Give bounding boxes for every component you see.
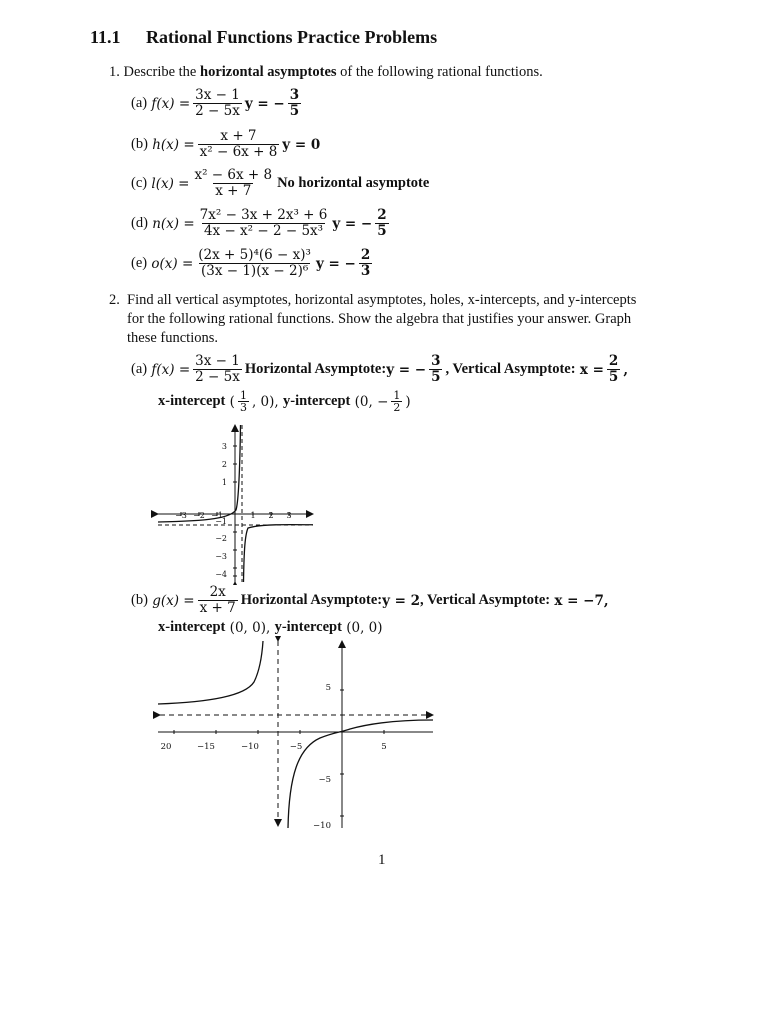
numerator: (2x + 5)⁴(6 − x)³	[198, 247, 311, 263]
q1-item-e	[131, 248, 375, 279]
q1-prompt-post: of the following rational functions.	[340, 64, 543, 80]
y-tick-label: 2	[221, 460, 227, 469]
numerator: 2x	[209, 584, 226, 600]
item-label: (e)	[131, 255, 148, 271]
graph-b	[150, 636, 440, 832]
ha-label: Horizontal Asymptote:	[244, 361, 387, 377]
denominator: 2 − 5x	[195, 369, 240, 385]
y-tick-label: 3	[221, 442, 227, 451]
xint-close: , 0),	[251, 393, 279, 410]
function-lhs: f(x) =	[151, 95, 191, 112]
curve-right-branch	[244, 525, 314, 582]
item-label: (a)	[131, 361, 148, 377]
numerator: x² − 6x + 8	[194, 167, 273, 183]
x-tick-label: −15	[197, 742, 215, 752]
function-fraction	[193, 88, 242, 119]
answer-denominator: 5	[289, 103, 300, 119]
x-tick-label: −10	[241, 742, 259, 752]
answer-fraction	[359, 248, 372, 279]
item-label: (d)	[131, 215, 148, 231]
yint-open: (0, −	[354, 393, 389, 410]
answer-numerator: 2	[377, 207, 387, 223]
ha-value: y = −	[386, 361, 427, 378]
function-fraction	[198, 129, 280, 160]
yint-label: y-intercept	[274, 619, 342, 635]
answer-denominator: 3	[360, 263, 371, 279]
curve-right-branch	[288, 720, 433, 828]
numerator: x + 7	[220, 128, 257, 144]
q1-item-a	[131, 88, 304, 119]
ha-denominator: 5	[431, 369, 441, 385]
xint-fraction	[238, 390, 249, 413]
function-fraction	[198, 208, 330, 239]
denominator: (3x − 1)(x − 2)⁶	[200, 263, 309, 279]
va-denominator: 5	[608, 369, 619, 385]
function-fraction	[192, 168, 274, 199]
page-number: 1	[378, 852, 386, 868]
ha-fraction	[429, 354, 442, 385]
yint-close: )	[405, 393, 411, 410]
denominator: x + 7	[215, 183, 252, 199]
va-fraction	[607, 354, 620, 385]
xint-label: x-intercept	[158, 393, 226, 409]
y-tick-label: −3	[215, 552, 227, 561]
yint-denominator: 2	[393, 401, 401, 414]
function-lhs: l(x) =	[151, 175, 190, 192]
xint-numerator: 1	[239, 389, 247, 402]
q2-line-3: these functions.	[127, 330, 219, 346]
q1-item-c	[131, 168, 429, 199]
curve-left-branch	[158, 425, 241, 522]
section-title: Rational Functions Practice Problems	[146, 27, 438, 47]
q2-line-1: Find all vertical asymptotes, horizontal asymptotes, holes, x-intercepts, and y-intercepts	[127, 292, 637, 308]
q1-item-d	[131, 208, 392, 239]
curve-left-branch	[158, 641, 263, 704]
ha-numerator: 3	[431, 353, 441, 369]
q2a-line-1	[131, 354, 628, 385]
function-lhs: n(x) =	[152, 215, 195, 232]
y-tick-label: −5	[318, 775, 331, 785]
x-tick-label: 1	[250, 511, 256, 520]
q1-number: 1.	[109, 64, 120, 80]
ha-value: y = 2	[382, 592, 421, 609]
va-comma: ,	[623, 361, 629, 378]
q1-prompt	[109, 64, 543, 81]
page-title	[90, 27, 437, 48]
item-label: (b)	[131, 136, 148, 152]
va-value: x = −7,	[554, 592, 609, 609]
numerator: 7x² − 3x + 2x³ + 6	[199, 207, 328, 223]
xint-denominator: 3	[239, 401, 247, 414]
function-fraction	[193, 354, 242, 385]
q2b-line-1	[131, 585, 609, 616]
item-label: (c)	[131, 175, 148, 191]
graph-a	[150, 420, 325, 585]
answer: y = −	[244, 95, 285, 112]
x-tick-label: 5	[381, 742, 387, 752]
y-tick-label: −4	[215, 570, 227, 579]
function-lhs: o(x) =	[151, 255, 194, 272]
x-tick-label: −5	[289, 742, 303, 752]
answer-numerator: 2	[360, 247, 371, 263]
function-lhs: f(x) =	[151, 361, 191, 378]
function-fraction	[198, 585, 238, 616]
va-numerator: 2	[608, 353, 619, 369]
numerator: 3x − 1	[195, 87, 240, 103]
va-value: x =	[579, 361, 604, 378]
xint-open: (	[229, 393, 235, 410]
yint-label: y-intercept	[282, 393, 351, 409]
y-tick-label: 1	[221, 478, 227, 487]
x-tick-label: −2	[193, 511, 205, 520]
denominator: 2 − 5x	[195, 103, 240, 119]
answer: No horizontal asymptote	[277, 175, 430, 191]
x-tick-label: −1	[211, 511, 223, 520]
answer: y = −	[315, 255, 356, 272]
yint-numerator: 1	[393, 389, 401, 402]
q2b-line-2	[158, 619, 383, 636]
function-fraction	[196, 248, 313, 279]
q1-prompt-pre: Describe the	[123, 64, 197, 80]
function-lhs: h(x) =	[152, 136, 195, 153]
q2-number: 2.	[109, 292, 120, 308]
answer-fraction	[288, 88, 301, 119]
y-tick-label: 5	[325, 683, 331, 693]
y-tick-label: −1	[215, 517, 227, 526]
denominator: x² − 6x + 8	[199, 144, 278, 160]
section-number: 11.1	[90, 27, 121, 47]
answer-denominator: 5	[377, 223, 387, 239]
function-lhs: g(x) =	[152, 592, 195, 609]
x-tick-label: 3	[286, 511, 292, 520]
answer: y = −	[332, 215, 373, 232]
q2a-line-2	[158, 390, 411, 413]
numerator: 3x − 1	[195, 353, 240, 369]
ha-label: Horizontal Asymptote:	[240, 592, 383, 608]
denominator: 4x − x² − 2 − 5x³	[203, 223, 324, 239]
q1-item-b	[131, 129, 320, 160]
xint-value: (0, 0),	[229, 619, 271, 636]
q2-line-2: for the following rational functions. Show the algebra that justifies your answer. Graph	[127, 311, 632, 327]
answer-numerator: 3	[289, 87, 300, 103]
yint-value: (0, 0)	[346, 619, 383, 636]
yint-fraction	[391, 390, 402, 413]
item-label: (b)	[131, 592, 148, 608]
x-tick-label: 2	[268, 511, 274, 520]
va-label: , Vertical Asymptote:	[420, 592, 551, 608]
x-tick-label: −3	[175, 511, 187, 520]
x-tick-label: 20	[160, 742, 172, 752]
denominator: x + 7	[199, 600, 236, 616]
item-label: (a)	[131, 95, 148, 111]
y-tick-label: −2	[215, 534, 227, 543]
xint-label: x-intercept	[158, 619, 226, 635]
q1-prompt-bold: horizontal asymptotes	[200, 64, 337, 80]
va-label: , Vertical Asymptote:	[445, 361, 576, 377]
answer-fraction	[375, 208, 388, 239]
answer: y = 0	[282, 136, 321, 153]
y-tick-label: −10	[313, 821, 331, 831]
